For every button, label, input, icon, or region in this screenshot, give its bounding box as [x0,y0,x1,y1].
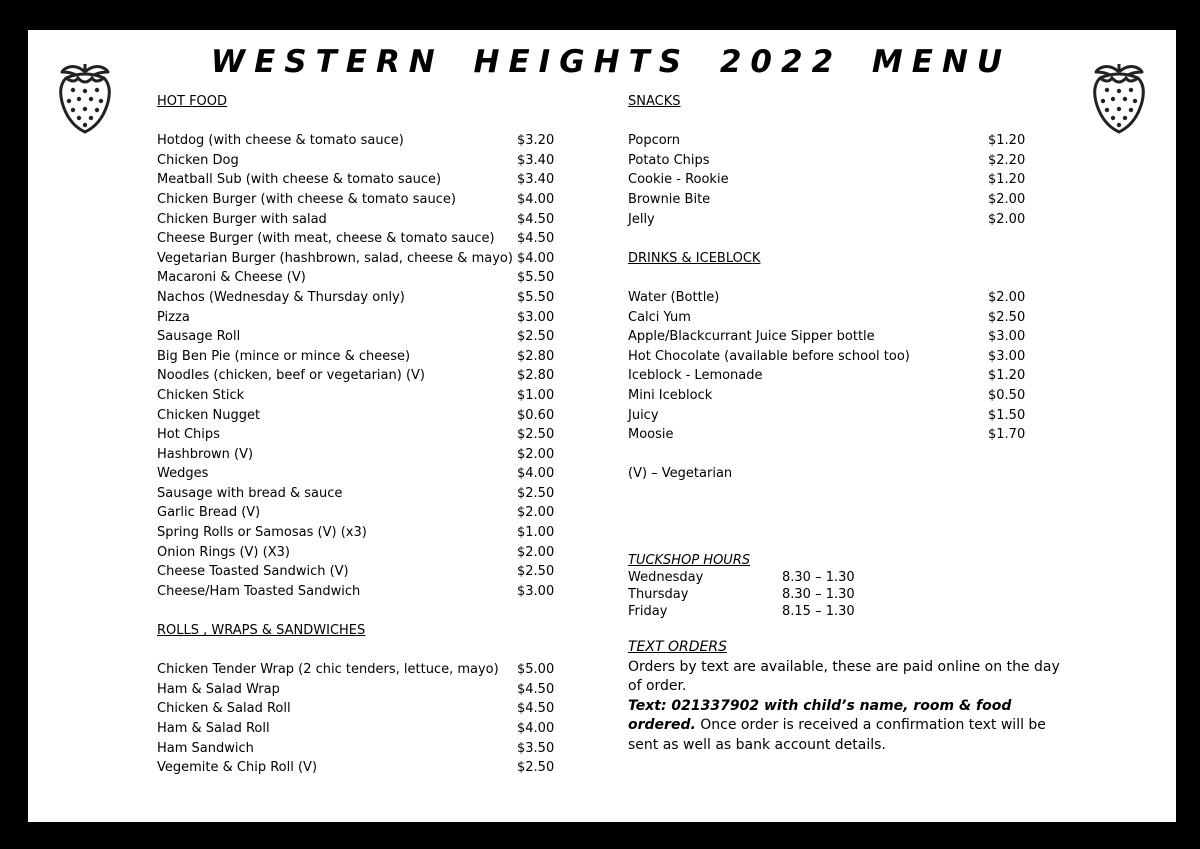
menu-item [628,327,1024,347]
menu-item-price: $2.50 [988,309,1026,325]
hours-row [628,586,1068,603]
menu-item-name: Cheese/Ham Toasted Sandwich [157,583,361,599]
menu-item-price: $4.00 [517,721,555,736]
menu-item [157,406,553,426]
menu-item-name: Hot Chocolate (available before school too) [628,348,910,364]
menu-item-name: Jelly [628,211,655,227]
hours-title: TUCKSHOP HOURS [628,553,751,568]
hot-food-list [157,131,553,601]
menu-page [28,30,1176,822]
hot-food-heading: HOT FOOD [157,94,228,109]
vegetarian-note: (V) – Vegetarian [628,466,733,482]
menu-item [157,758,553,778]
menu-item [157,484,553,504]
menu-item [628,347,1024,367]
menu-item [157,288,553,308]
orders-title: TEXT ORDERS [628,639,727,655]
menu-item [157,543,553,563]
menu-item-price: $4.50 [517,211,555,227]
hours-row [628,603,1068,620]
menu-item-name: Juicy [628,407,659,423]
menu-item-price: $3.40 [517,172,555,188]
orders-line1: Orders by text are available, these are paid online on the day of order. [628,658,1060,694]
hours-day: Wednesday [628,570,704,585]
menu-item-price: $4.00 [517,191,555,207]
menu-item-name: Nachos (Wednesday & Thursday only) [157,289,405,305]
menu-item [628,386,1024,406]
menu-item-name: Chicken Tender Wrap (2 chic tenders, lettuce, mayo) [157,662,499,678]
menu-item-price: $5.00 [517,662,555,678]
orders-phone-instructions: Text: 021337902 with child’s name, room & food ordered. [628,697,1012,733]
menu-item-price: $4.50 [517,231,555,247]
menu-item [157,210,553,230]
rolls-heading: ROLLS , WRAPS & SANDWICHES [157,623,366,639]
menu-item-name: Chicken Dog [157,152,239,168]
menu-item-name: Vegemite & Chip Roll (V) [157,760,318,776]
menu-item-name: Ham & Salad Roll [157,721,270,736]
menu-item-name: Mini Iceblock [628,387,713,403]
menu-item-name: Chicken Nugget [157,407,261,423]
menu-item-name: Brownie Bite [628,191,711,207]
rolls-list [157,660,553,778]
hours-row [628,569,1068,586]
menu-item [157,699,553,719]
menu-item [628,151,1024,171]
menu-item-name: Chicken Burger (with cheese & tomato sauce) [157,191,456,207]
menu-item-price: $4.00 [517,466,555,482]
menu-item-price: $2.00 [517,446,555,462]
menu-item-price: $4.50 [517,681,555,697]
menu-item-name: Cheese Burger (with meat, cheese & tomato sauce) [157,231,495,247]
menu-item-name: Spring Rolls or Samosas (V) (x3) [157,525,367,541]
menu-item-price: $4.00 [517,250,555,266]
menu-item-price: $5.50 [517,289,555,305]
menu-item [628,406,1024,426]
hours-day: Friday [628,604,668,619]
menu-item [157,739,553,759]
menu-item-name: Vegetarian Burger (hashbrown, salad, cheese & mayo) [157,250,513,266]
menu-item-name: Calci Yum [628,309,691,325]
hours-time: 8.30 – 1.30 [782,570,855,585]
menu-item-name: Apple/Blackcurrant Juice Sipper bottle [628,329,875,345]
menu-item [157,464,553,484]
menu-item-name: Water (Bottle) [628,289,720,305]
menu-item [628,131,1024,151]
strawberry-icon [1090,58,1148,134]
menu-item-price: $3.00 [517,309,555,325]
menu-item-name: Macaroni & Cheese (V) [157,270,306,286]
text-orders [628,638,1068,755]
menu-item-name: Ham & Salad Wrap [157,681,280,697]
menu-item-name: Iceblock - Lemonade [628,368,763,384]
menu-item [157,190,553,210]
menu-item-price: $1.50 [988,407,1026,423]
menu-item-price: $5.50 [517,270,555,286]
orders-line2: Once order is received a confirmation text will be sent as well as bank account details. [628,717,1046,753]
menu-item [157,268,553,288]
tuckshop-hours [628,552,1068,620]
menu-item-name: Potato Chips [628,152,710,168]
menu-item-name: Ham Sandwich [157,740,254,756]
hours-time: 8.30 – 1.30 [782,587,855,602]
menu-item-price: $3.00 [988,348,1026,364]
menu-item [628,190,1024,210]
menu-item-price: $3.50 [517,740,555,756]
menu-item-price: $3.00 [988,329,1026,345]
menu-item [628,210,1024,230]
menu-item [157,131,553,151]
menu-item-name: Meatball Sub (with cheese & tomato sauce) [157,172,442,188]
menu-item-price: $1.00 [517,387,555,403]
menu-item [157,347,553,367]
menu-item-price: $2.50 [517,427,555,443]
menu-item-name: Wedges [157,466,209,482]
menu-item [628,425,1024,445]
menu-item-price: $3.20 [517,133,555,149]
menu-item-price: $3.40 [517,152,555,168]
menu-item-price: $2.50 [517,485,555,501]
menu-item-price: $2.50 [517,329,555,345]
menu-item [157,151,553,171]
menu-title: WESTERN HEIGHTS 2022 MENU [210,44,1012,80]
menu-item [157,386,553,406]
menu-item-price: $2.50 [517,564,555,580]
menu-item-price: $2.00 [988,211,1026,227]
hours-time: 8.15 – 1.30 [782,604,855,619]
menu-item-name: Onion Rings (V) (X3) [157,544,290,560]
snacks-list [628,131,1024,229]
menu-item [157,582,553,602]
menu-item-price: $2.00 [517,544,555,560]
menu-item-price: $4.50 [517,701,555,717]
snacks-heading: SNACKS [628,94,681,109]
menu-item [157,562,553,582]
menu-item [628,366,1024,386]
menu-item [157,327,553,347]
menu-item-name: Noodles (chicken, beef or vegetarian) (V) [157,368,425,384]
menu-item-name: Chicken & Salad Roll [157,701,291,717]
menu-item-price: $1.20 [988,133,1026,149]
strawberry-icon [56,58,114,134]
menu-item-name: Hot Chips [157,427,220,443]
menu-item-name: Cookie - Rookie [628,172,729,188]
menu-item-price: $1.00 [517,525,555,541]
menu-item-name: Garlic Bread (V) [157,505,261,521]
menu-item [157,660,553,680]
menu-item [157,308,553,328]
menu-item [628,308,1024,328]
menu-item [628,288,1024,308]
menu-item [628,170,1024,190]
menu-item-price: $2.50 [517,760,555,776]
drinks-list [628,288,1024,445]
menu-item [157,170,553,190]
menu-item-price: $2.20 [988,152,1026,168]
left-column [157,92,553,778]
menu-item-price: $0.60 [517,407,555,423]
menu-item-name: Chicken Burger with salad [157,211,327,227]
menu-item-price: $3.00 [517,583,555,599]
menu-item-name: Moosie [628,427,674,443]
menu-item [157,229,553,249]
menu-item-price: $2.80 [517,368,555,384]
menu-item [157,719,553,739]
menu-item-name: Cheese Toasted Sandwich (V) [157,564,349,580]
hours-day: Thursday [628,587,689,602]
menu-item-name: Sausage Roll [157,329,241,345]
menu-item-name: Popcorn [628,133,681,149]
menu-item-name: Hashbrown (V) [157,446,254,462]
menu-item [157,523,553,543]
menu-item-price: $1.20 [988,368,1026,384]
drinks-heading: DRINKS & ICEBLOCK [628,250,761,266]
menu-item-price: $2.80 [517,348,555,364]
menu-item-price: $1.20 [988,172,1026,188]
menu-item-name: Pizza [157,309,190,325]
menu-item [157,249,553,269]
orders-text [628,658,1068,756]
menu-item-price: $0.50 [988,387,1026,403]
menu-item-price: $2.00 [517,505,555,521]
menu-item [157,503,553,523]
menu-item-name: Chicken Stick [157,387,245,403]
menu-item-name: Sausage with bread & sauce [157,485,343,501]
menu-item-price: $1.70 [988,427,1026,443]
menu-item [157,366,553,386]
right-column [628,92,1024,484]
menu-item [157,680,553,700]
menu-item-price: $2.00 [988,191,1026,207]
menu-item-price: $2.00 [988,289,1026,305]
menu-item-name: Hotdog (with cheese & tomato sauce) [157,133,404,149]
menu-item-name: Big Ben Pie (mince or mince & cheese) [157,348,411,364]
menu-item [157,445,553,465]
menu-item [157,425,553,445]
